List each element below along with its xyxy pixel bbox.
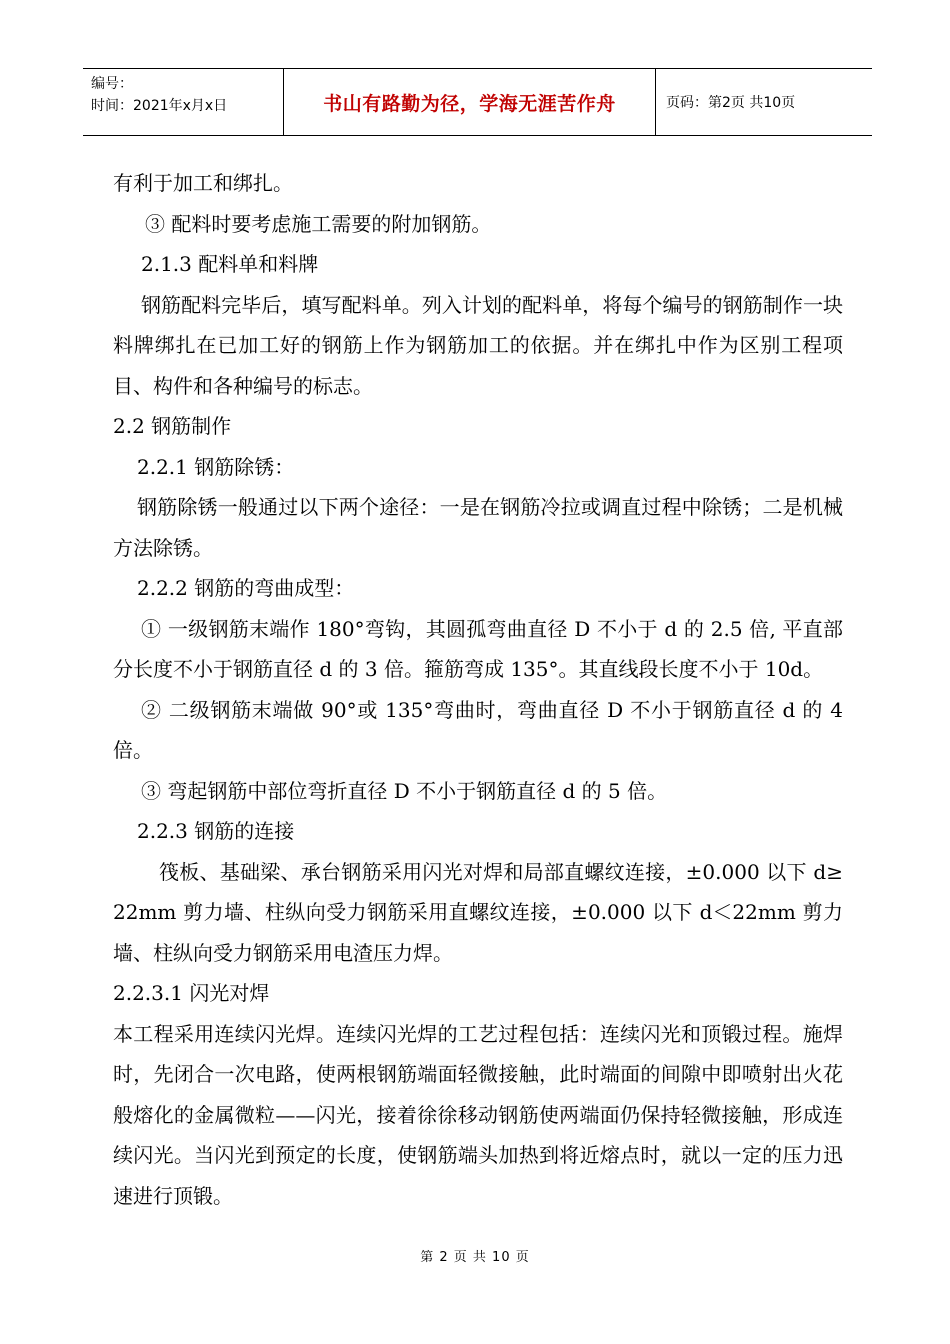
paragraph: 有利于加工和绑扎。	[113, 171, 293, 195]
section-heading: 2.2 钢筋制作	[113, 414, 232, 438]
header-motto: 书山有路勤为径，学海无涯苦作舟	[323, 92, 616, 115]
header-motto-cell	[284, 69, 656, 135]
paragraph: 筏板、基础梁、承台钢筋采用闪光对焊和局部直螺纹连接，±0.000 以下 d≥22mm 剪力墙、柱纵向受力钢筋采用直螺纹连接，±0.000 以下 d＜22mm 剪力墙、柱纵向受力钢筋采用电渣压力焊。	[113, 859, 843, 965]
list-item: ③ 弯起钢筋中部位弯折直径 D 不小于钢筋直径 d 的 5 倍。	[141, 778, 668, 803]
document-number-label: 编号：	[91, 76, 133, 92]
section-heading: 2.2.3.1 闪光对焊	[113, 981, 270, 1005]
page-footer: 第 2 页 共 10 页	[420, 1250, 530, 1265]
header-page-info: 页码：第2页 共10页	[666, 95, 796, 111]
paragraph: 钢筋配料完毕后，填写配料单。列入计划的配料单，将每个编号的钢筋制作一块料牌绑扎在已加工好的钢筋上作为钢筋加工的依据。并在绑扎中作为区别工程项目、构件和各种编号的标志。	[113, 292, 843, 398]
list-item: ② 二级钢筋末端做 90°或 135°弯曲时，弯曲直径 D 不小于钢筋直径 d 的 4 倍。	[113, 697, 843, 762]
section-heading: 2.2.2 钢筋的弯曲成型：	[137, 576, 355, 600]
paragraph: 钢筋除锈一般通过以下两个途径：一是在钢筋冷拉或调直过程中除锈；二是机械方法除锈。	[113, 495, 843, 560]
document-time-label: 时间：2021年x月x日	[91, 98, 228, 114]
document-body	[113, 163, 843, 1216]
header-meta-cell	[83, 69, 284, 135]
section-heading: 2.2.3 钢筋的连接	[137, 819, 295, 843]
list-item: ③ 配料时要考虑施工需要的附加钢筋。	[145, 211, 492, 236]
list-item: ① 一级钢筋末端作 180°弯钩，其圆孤弯曲直径 D 不小于 d 的 2.5 倍, 平直部分长度不小于钢筋直径 d 的 3 倍。箍筋弯成 135°。其直线段长度不小于 10d。	[113, 616, 843, 681]
header-page-cell	[656, 69, 872, 135]
section-heading: 2.2.1 钢筋除锈：	[137, 454, 295, 479]
page-header	[83, 68, 872, 136]
section-heading: 2.1.3 配料单和料牌	[141, 252, 319, 276]
paragraph: 本工程采用连续闪光焊。连续闪光焊的工艺过程包括：连续闪光和顶锻过程。施焊时，先闭合一次电路，使两根钢筋端面轻微接触，此时端面的间隙中即喷射出火花般熔化的金属微粒——闪光，接着徐徐移动钢筋使两端面仍保持轻微接触，形成连续闪光。当闪光到预定的长度，使钢筋端头加热到将近熔点时，就以一定的压力迅速进行顶锻。	[113, 1021, 843, 1208]
